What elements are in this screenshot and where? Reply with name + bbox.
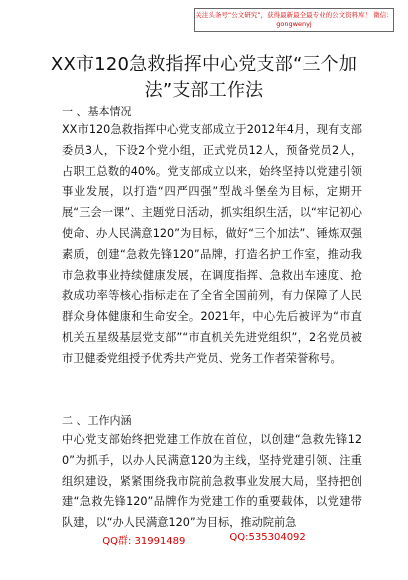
header-notice-box xyxy=(194,8,394,32)
footer-qq-group: QQ群: 31991489 xyxy=(102,536,186,547)
footer-qq: QQ:535304092 xyxy=(229,532,306,543)
title-line2: 法”支部工作法 xyxy=(144,80,264,101)
section-paragraph-basic-info: XX市120急救指挥中心党支部成立于2012年4月，现有支部委员3人，下设2个党小组，正式党员12人，预备党员2人，占职工总数的40%。党支部成立以来，始终坚持以党建引领事业发展，以打造“四严四强”型战斗堡垒为目标，定期开展“三会一课”、主题党日活动，抓实组织生活，以“牢记初心使命、办人民满意120”为目标，做好“三个加法”、锤炼双强素质，创建“急救先锋120”品牌，打造名护工作室，推动我市急救事业持续健康发展，在调度指挥、急救出车速度、抢救成功率等核心指标走在了全省全国前列，有力保障了人民群众身体健康和生命安全。2021年，中心先后被评为“市直机关五星级基层党支部”“市直机关先进党组织”，2名党员被市卫健委党组授予优秀共产党员、党务工作者荣誉称号。 xyxy=(62,123,362,365)
footer-contact xyxy=(0,532,408,547)
header-notice-line1: 关注头条号“公文研究”，获得最新最全最专业的公文资料库！ 微信：gongwenyj xyxy=(195,11,393,28)
document-title xyxy=(0,52,408,104)
section-heading-basic-info: 一 、基本情况 xyxy=(62,105,132,118)
section-paragraph-work-content: 中心党支部始终把党建工作放在首位，以创建“急救先锋120”为抓手，以办人民满意120为主线，坚持党建引领、注重组织建设，紧紧围绕我市院前急救事业发展大局，坚持把创建“急救先锋120”品牌作为党建工作的重要载体，以党建带队建，以“办人民满意120”为目标，推动院前急 xyxy=(62,433,362,530)
section-heading-work-content: 二 、工作内涵 xyxy=(62,414,132,427)
title-line1: XX市120急救指挥中心党支部“三个加 xyxy=(50,54,358,75)
